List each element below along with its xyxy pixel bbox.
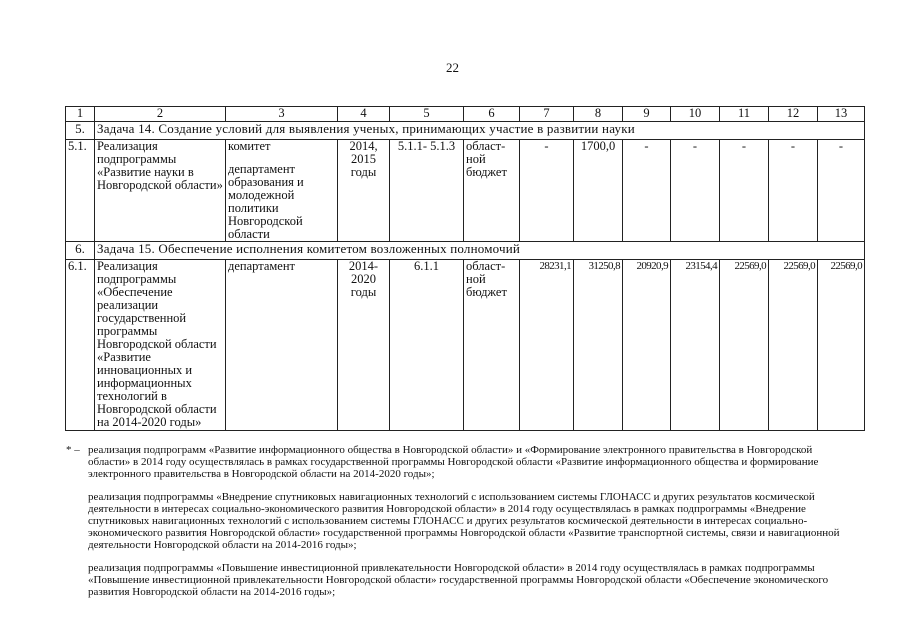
value-cell: 22569,0: [720, 260, 769, 431]
executor-cell: [226, 260, 338, 431]
activity-name: Реализация подпрограммы «Обеспечение реализации государственной программы Новгородской области «Развитие инновационных и информационных технологий в Новгородской области на 2014-2020 годы»: [95, 260, 226, 431]
column-header: 6: [464, 107, 520, 122]
column-header: 7: [520, 107, 574, 122]
executor-cell: [226, 140, 338, 242]
activity-name: Реализация подпрограммы «Развитие науки в Новгородской области»: [95, 140, 226, 242]
value-cell: -: [818, 140, 865, 242]
value-cell: 20920,9: [623, 260, 671, 431]
executor-extra: департамент образования и молодежной политики Новгородской области: [228, 162, 304, 241]
program-table: [65, 106, 865, 431]
period: 2014- 2020 годы: [338, 260, 390, 431]
value-cell: -: [671, 140, 720, 242]
column-header: 1: [66, 107, 95, 122]
task-number: 6.: [66, 242, 95, 260]
column-header: 9: [623, 107, 671, 122]
funding-source: област- ной бюджет: [464, 140, 520, 242]
column-header: 10: [671, 107, 720, 122]
footnote-first: [66, 444, 841, 480]
row-number: 6.1.: [66, 260, 95, 431]
task-title: Задача 14. Создание условий для выявления ученых, принимающих участие в развитии науки: [95, 122, 865, 140]
footnote-paragraph: реализация подпрограммы «Внедрение спутниковых навигационных технологий с использованием системы ГЛОНАСС и других результатов космической деятельности в интересах социально-экономического развития Новгородской области» в 2014 году осуществлялась в рамках подпрограммы «Внедрение спутниковых навигационных технологий с использованием системы ГЛОНАСС и других результатов космической деятельности в интересах социально-экономического развития Новгородской области» государственной программы Новгородской области «Развитие транспортной системы, связи и навигационной деятельности Новгородской области на 2014-2016 годы»;: [88, 491, 840, 551]
value-cell: 22569,0: [769, 260, 818, 431]
task-title: Задача 15. Обеспечение исполнения комитетом возложенных полномочий: [95, 242, 865, 260]
row-number: 5.1.: [66, 140, 95, 242]
value-cell: -: [623, 140, 671, 242]
column-header: 12: [769, 107, 818, 122]
indicator: 5.1.1- 5.1.3: [390, 140, 464, 242]
footnote-paragraph: реализация подпрограммы «Повышение инвестиционной привлекательности Новгородской области» в 2014 году осуществлялась в рамках подпрограммы «Повышение инвестиционной привлекательности Новгородской области» государственной программы Новгородской области «Обеспечение экономического развития Новгородской области на 2014-2016 годы»;: [88, 562, 829, 598]
footnote-mark: * –: [66, 444, 80, 456]
value-cell: 28231,1: [520, 260, 574, 431]
funding-source: област- ной бюджет: [464, 260, 520, 431]
column-header: 13: [818, 107, 865, 122]
indicator: 6.1.1: [390, 260, 464, 431]
footnote-paragraph: реализация подпрограмм «Развитие информационного общества в Новгородской области» и «Формирование электронного правительства в Новгородской области» в 2014 году осуществлялась в рамках государственной программы Новгородской области «Развитие информационного общества и формирование электронного правительства в Новгородской области на 2014-2020 годы»;: [88, 444, 819, 480]
page-number: 22: [446, 60, 459, 75]
executor: комитет: [228, 139, 271, 153]
column-header: 4: [338, 107, 390, 122]
task-row: [66, 122, 865, 140]
value-cell: 31250,8: [574, 260, 623, 431]
header-row: [66, 107, 865, 122]
value-cell: 22569,0: [818, 260, 865, 431]
executor: департамент: [228, 259, 296, 273]
value-cell: 1700,0: [574, 140, 623, 242]
column-header: 8: [574, 107, 623, 122]
column-header: 5: [390, 107, 464, 122]
value-cell: -: [720, 140, 769, 242]
value-cell: -: [520, 140, 574, 242]
footnotes: [66, 444, 841, 598]
column-header: 3: [226, 107, 338, 122]
value-cell: -: [769, 140, 818, 242]
period: 2014, 2015 годы: [338, 140, 390, 242]
column-header: 11: [720, 107, 769, 122]
table-row: [66, 260, 865, 431]
task-number: 5.: [66, 122, 95, 140]
column-header: 2: [95, 107, 226, 122]
task-row: [66, 242, 865, 260]
value-cell: 23154,4: [671, 260, 720, 431]
table-row: [66, 140, 865, 242]
